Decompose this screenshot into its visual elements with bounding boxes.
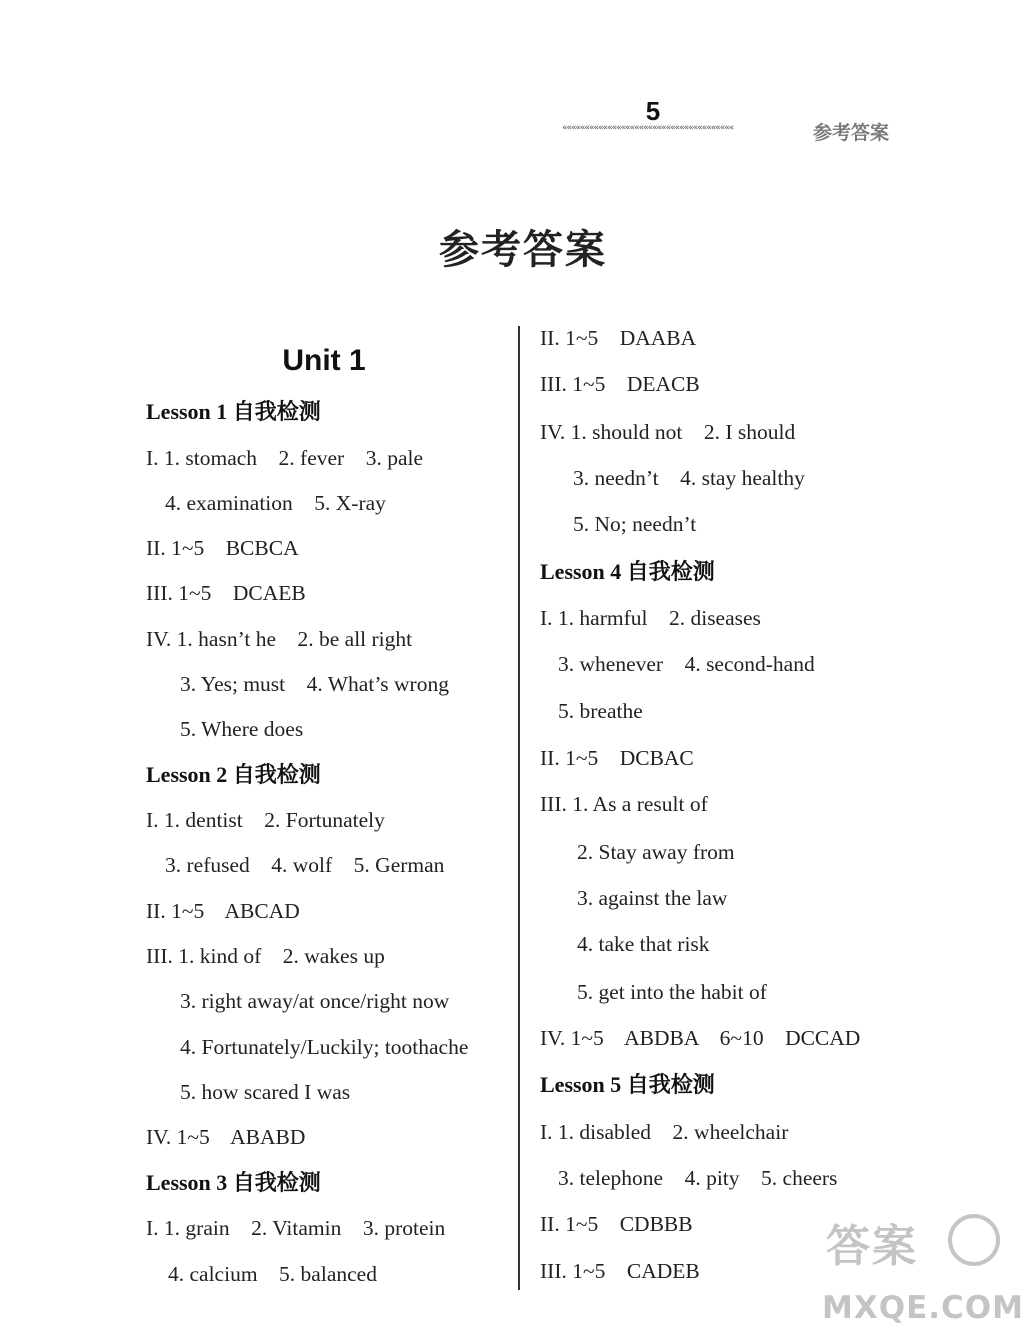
answer-line: 2. Stay away from bbox=[577, 840, 735, 864]
answer-line: 5. how scared I was bbox=[180, 1080, 351, 1104]
watermark-site-text: MXQE.COM bbox=[822, 1290, 1024, 1326]
answer-line: I. 1. harmful 2. diseases bbox=[540, 606, 761, 630]
answer-line: III. 1~5 DCAEB bbox=[146, 581, 306, 605]
lesson-2-heading: Lesson 2 自我检测 bbox=[146, 762, 321, 787]
answer-line: 3. whenever 4. second-hand bbox=[558, 652, 815, 676]
page-number: 5 bbox=[645, 96, 661, 126]
answer-line: 5. No; needn’t bbox=[573, 512, 697, 536]
answer-line: II. 1~5 DAABA bbox=[540, 326, 697, 350]
answer-line: 4. take that risk bbox=[577, 932, 710, 956]
answer-line: III. 1. kind of 2. wakes up bbox=[146, 944, 385, 968]
answer-line: IV. 1~5 ABDBA 6~10 DCCAD bbox=[540, 1026, 861, 1050]
answer-line: 5. Where does bbox=[180, 717, 304, 741]
watermark-top-text: 答案 bbox=[826, 1221, 918, 1272]
lesson-3-heading: Lesson 3 自我检测 bbox=[146, 1170, 321, 1195]
column-divider bbox=[518, 326, 520, 1290]
answer-line: 3. against the law bbox=[577, 886, 728, 910]
lesson-1-heading: Lesson 1 自我检测 bbox=[146, 399, 321, 424]
answer-line: II. 1~5 ABCAD bbox=[146, 899, 300, 923]
answer-line: 5. breathe bbox=[558, 699, 643, 723]
answer-line: III. 1~5 DEACB bbox=[540, 372, 700, 396]
page-title: 参考答案 bbox=[439, 227, 607, 273]
answer-line: II. 1~5 DCBAC bbox=[540, 746, 694, 770]
answer-line: 4. Fortunately/Luckily; toothache bbox=[180, 1035, 469, 1059]
header-decorative-rule: «««««««««««««««««««««««««««««««««««««« bbox=[562, 123, 734, 133]
answer-line: IV. 1. hasn’t he 2. be all right bbox=[146, 627, 413, 651]
lesson-4-heading: Lesson 4 自我检测 bbox=[540, 559, 715, 584]
answer-line: IV. 1~5 ABABD bbox=[146, 1125, 306, 1149]
answer-line: I. 1. dentist 2. Fortunately bbox=[146, 808, 385, 832]
answer-line: 5. get into the habit of bbox=[577, 980, 767, 1004]
answer-line: 4. calcium 5. balanced bbox=[168, 1262, 377, 1286]
answer-line: II. 1~5 CDBBB bbox=[540, 1212, 693, 1236]
answer-line: 3. right away/at once/right now bbox=[180, 989, 450, 1013]
unit-title: Unit 1 bbox=[282, 344, 366, 377]
answer-line: I. 1. stomach 2. fever 3. pale bbox=[146, 446, 424, 470]
answer-line: 4. examination 5. X-ray bbox=[165, 491, 386, 515]
answer-line: III. 1~5 CADEB bbox=[540, 1259, 700, 1283]
answer-line: IV. 1. should not 2. I should bbox=[540, 420, 796, 444]
answer-line: I. 1. disabled 2. wheelchair bbox=[540, 1120, 789, 1144]
watermark-circle-icon bbox=[948, 1214, 1000, 1266]
running-header-label: 参考答案 bbox=[813, 122, 890, 144]
answer-line: 3. needn’t 4. stay healthy bbox=[573, 466, 805, 490]
answer-line: III. 1. As a result of bbox=[540, 792, 708, 816]
lesson-5-heading: Lesson 5 自我检测 bbox=[540, 1072, 715, 1097]
answer-line: 3. telephone 4. pity 5. cheers bbox=[558, 1166, 838, 1190]
answer-line: 3. Yes; must 4. What’s wrong bbox=[180, 672, 449, 696]
answer-line: II. 1~5 BCBCA bbox=[146, 536, 299, 560]
site-watermark bbox=[822, 1208, 1024, 1342]
answer-line: 3. refused 4. wolf 5. German bbox=[165, 853, 445, 877]
answer-line: I. 1. grain 2. Vitamin 3. protein bbox=[146, 1216, 446, 1240]
